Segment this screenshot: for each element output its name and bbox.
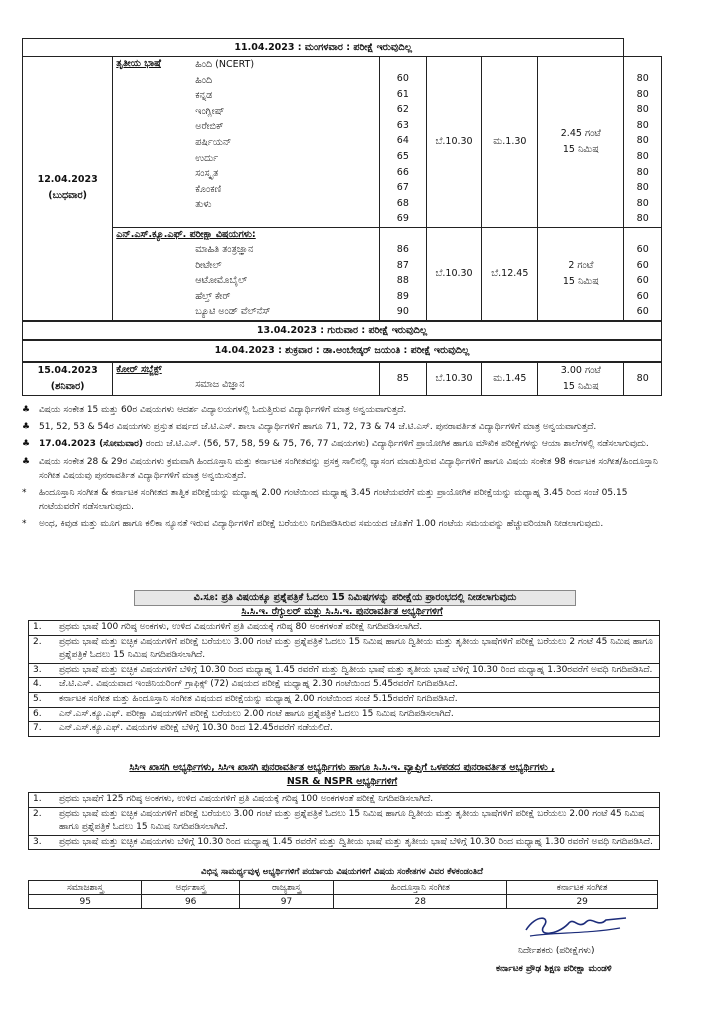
signature-image bbox=[516, 906, 636, 946]
end-lang3: ಮ.1.30 bbox=[482, 57, 538, 228]
row-holiday-1404: 14.04.2023 : ಶುಕ್ರವಾರ : ಡಾ.ಅಂಬೇಡ್ಕರ್ ಜಯಂತಿ : ಪರೀಕ್ಷೆ ಇರುವುದಿಲ್ಲ bbox=[23, 340, 662, 362]
subject-name: ಹಿಂದಿ (NCERT) bbox=[195, 59, 255, 70]
subject-list-lang3 bbox=[113, 57, 380, 228]
note-item bbox=[22, 403, 662, 417]
date-cell-1504 bbox=[23, 362, 113, 396]
subject-marks: 80 bbox=[636, 104, 649, 116]
weekday-1504: (ಶನಿವಾರ) bbox=[50, 380, 85, 392]
subject-marks: 80 bbox=[636, 182, 649, 194]
subject-marks: 80 bbox=[636, 166, 649, 178]
rule-number: 3. bbox=[33, 664, 42, 675]
alt-subject-header: ಹಿಂದೂಸ್ತಾನಿ ಸಂಗೀತ bbox=[334, 881, 507, 895]
alt-codes-table bbox=[28, 880, 658, 909]
signature-org: ಕರ್ನಾಟಕ ಪ್ರೌಢ ಶಿಕ್ಷಣ ಪರೀಕ್ಷಾ ಮಂಡಳಿ bbox=[496, 964, 612, 974]
alt-subject-code: 28 bbox=[334, 895, 507, 909]
rule-number: 1. bbox=[33, 794, 42, 804]
section2-title-line1: ಸಿಸಿಇ ಖಾಸಗಿ ಅಭ್ಯರ್ಥಿಗಳು, ಸಿಸಿಇ ಖಾಸಗಿ ಪುನರಾವರ್ತಿತ ಅಭ್ಯರ್ಥಿಗಳು ಹಾಗೂ ಸಿ.ಸಿ.ಇ. ವ್ಯಾಪ್ತಿಗೆ ಒಳಪಡದ ಪುನರಾವರ್ತಿತ ಅಭ್ಯರ್ಥಿಗಳು , bbox=[129, 762, 555, 773]
exam-schedule-table bbox=[22, 38, 662, 396]
subject-marks: 80 bbox=[636, 197, 649, 209]
note-text: ಅಂಧ, ಕಿವುಡ ಮತ್ತು ಮೂಗ ಹಾಗೂ ಕಲಿಕಾ ನ್ಯೂನತೆ ಇರುವ ವಿದ್ಯಾರ್ಥಿಗಳಿಗೆ ಪರೀಕ್ಷೆ ಬರೆಯಲು ನಿಗದಿಪಡಿಸಿರುವ ಸಮಯದ ಜೊತೆಗೆ 1.00 ಗಂಟೆಯ ಸಮಯವನ್ನು ಹೆಚ್ಚುವರಿಯಾಗಿ ನೀಡಲಾಗುವುದು. bbox=[39, 519, 604, 530]
note-bullet: ♣ bbox=[22, 439, 31, 450]
subject-name: ಇಂಗ್ಲೀಷ್ bbox=[195, 105, 225, 117]
subject-list-nsqf bbox=[113, 227, 380, 320]
date-1204: 12.04.2023 bbox=[37, 174, 98, 186]
note-item bbox=[22, 517, 662, 531]
section1-box bbox=[28, 620, 660, 737]
subject-name: ಕನ್ನಡ bbox=[195, 90, 213, 102]
rule-text: ಎನ್.ಎಸ್.ಕ್ಯೂ.ಎಫ್. ವಿಷಯಗಳ ಪರೀಕ್ಷೆ ಬೆಳಿಗ್ಗೆ 10.30 ರಿಂದ 12.45ರವರೆಗೆ ನಡೆಯಲಿದೆ. bbox=[59, 723, 333, 734]
subject-marks: 60 bbox=[636, 259, 649, 271]
subject-name: ಅರೇಬಿಕ್ bbox=[195, 121, 224, 133]
subject-code: 90 bbox=[396, 306, 409, 318]
marks-core: 80 bbox=[624, 362, 662, 396]
alt-subject-header: ಸಮಾಜಶಾಸ್ತ್ರ bbox=[29, 881, 142, 895]
section2-title-line2: NSR & NSPR ಅಭ್ಯರ್ಥಿಗಳಿಗೆ bbox=[286, 776, 398, 787]
code-core: 85 bbox=[380, 362, 427, 396]
note-item bbox=[22, 437, 662, 451]
rule-text: ಕರ್ನಾಟಕ ಸಂಗೀತ ಮತ್ತು ಹಿಂದೂಸ್ತಾನಿ ಸಂಗೀತ ವಿಷಯದ ಪರೀಕ್ಷೆಯನ್ನು ಮಧ್ಯಾಹ್ನ 2.00 ಗಂಟೆಯಿಂದ ಸಂಜೆ 5.15ರವರೆಗೆ ನಿಗದಿಪಡಿಸಿದೆ. bbox=[59, 693, 458, 704]
note-date: 17.04.2023 (ಸೋಮವಾರ) bbox=[39, 439, 144, 450]
signature-title: ನಿರ್ದೇಶಕರು (ಪರೀಕ್ಷೆಗಳು) bbox=[518, 946, 595, 956]
start-core: ಬೆ.10.30 bbox=[426, 362, 482, 396]
subject-name: ಹೆಲ್ತ್ ಕೇರ್ bbox=[195, 290, 231, 302]
notice-title: ವಿ.ಸೂ: ಪ್ರತಿ ವಿಷಯಕ್ಕೂ ಪ್ರಶ್ನೆಪತ್ರಿಕೆ ಓದಲು 15 ನಿಮಿಷಗಳನ್ನು ಪರೀಕ್ಷೆಯ ಪ್ರಾರಂಭದಲ್ಲಿ ನೀಡಲಾಗುವುದು bbox=[134, 590, 576, 606]
start-nsqf: ಬೆ.10.30 bbox=[426, 227, 482, 320]
note-text: 51, 52, 53 & 54ರ ವಿಷಯಗಳು ಪ್ರಸ್ತುತ ವರ್ಷದ ಜೆ.ಟಿ.ಎಸ್. ಶಾಲಾ ವಿದ್ಯಾರ್ಥಿಗಳಿಗೆ ಹಾಗೂ 71, 72, 73 & 74 ಜೆ.ಟಿ.ಎಸ್. ಪುನರಾವರ್ತಿತ ವಿದ್ಯಾರ್ಥಿಗಳಿಗೆ ಮಾತ್ರ ಅನ್ವಯವಾಗುತ್ತದೆ. bbox=[39, 422, 597, 433]
rule-item bbox=[29, 678, 659, 693]
note-text: ವಿಷಯ ಸಂಕೇತ 28 & 29ರ ವಿಷಯಗಳು ಕ್ರಮವಾಗಿ ಹಿಂದೂಸ್ತಾನಿ ಮತ್ತು ಕರ್ನಾಟಕ ಸಂಗೀತವನ್ನು ಪ್ರಸಕ್ತ ಸಾಲಿನಲ್ಲಿ ವ್ಯಾಸಂಗ ಮಾಡುತ್ತಿರುವ ವಿದ್ಯಾರ್ಥಿಗಳಿಗೆ ಹಾಗೂ ವಿಷಯ ಸಂಕೇತ 98 ಕರ್ನಾಟಕ ಸಂಗೀತ/ಹಿಂದೂಸ್ತಾನಿ ಸಂಗೀತ ವಿಷಯವು ಪುನರಾವರ್ತಿತ ವಿದ್ಯಾರ್ಥಿಗಳಿಗೆ ಮಾತ್ರ ಅನ್ವಯಿಸುತ್ತದೆ. bbox=[39, 456, 658, 481]
duration-lang3-hours: 2.45 ಗಂಟೆ bbox=[560, 127, 601, 139]
subject-code: 60 bbox=[396, 73, 409, 84]
subject-code: 86 bbox=[396, 243, 409, 255]
note-item bbox=[22, 455, 662, 483]
rule-text: ಪ್ರಥಮ ಭಾಷೆ 100 ಗರಿಷ್ಠ ಅಂಕಗಳು, ಉಳಿದ ವಿಷಯಗಳಿಗೆ ಪ್ರತಿ ವಿಷಯಕ್ಕೆ ಗರಿಷ್ಠ 80 ಅಂಕಗಳಂತೆ ಪರೀಕ್ಷೆ ನಿಗದಿಪಡಿಸಲಾಗಿದೆ. bbox=[59, 622, 423, 632]
alt-subject-code: 96 bbox=[142, 895, 239, 909]
note-bullet: ♣ bbox=[22, 456, 31, 467]
rule-number: 6. bbox=[33, 708, 42, 719]
alt-subject-code: 95 bbox=[29, 895, 142, 909]
duration-lang3-minutes: 15 ನಿಮಿಷ bbox=[562, 143, 599, 155]
lang3-group-title: ತೃತೀಯ ಭಾಷೆ bbox=[116, 58, 161, 69]
section2-box bbox=[28, 792, 660, 850]
alt-subject-header: ರಾಜ್ಯಶಾಸ್ತ್ರ bbox=[239, 881, 333, 895]
subject-code: 64 bbox=[396, 135, 409, 147]
subject-name: ಆಟೋಮೊಬೈಲ್ bbox=[195, 275, 248, 287]
rule-text: ಪ್ರಥಮ ಭಾಷೆ ಮತ್ತು ಐಚ್ಛಿಕ ವಿಷಯಗಳಿಗೆ ಪರೀಕ್ಷೆ ಬರೆಯಲು 3.00 ಗಂಟೆ ಮತ್ತು ಪ್ರಶ್ನೆಪತ್ರಿಕೆ ಓದಲು 15 ನಿಮಿಷ ಹಾಗೂ ದ್ವಿತೀಯ ಮತ್ತು ತೃತೀಯ ಭಾಷೆಗಳಿಗೆ ಪರೀಕ್ಷೆ ಬರೆಯಲು 2.00 ಗಂಟೆ 45 ನಿಮಿಷ ಹಾಗೂ ಪ್ರಶ್ನೆಪತ್ರಿಕೆ ಓದಲು 15 ನಿಮಿಷ ನಿಗದಿಪಡಿಸಲಾಗಿದೆ. bbox=[59, 808, 645, 833]
duration-core-minutes: 15 ನಿಮಿಷ bbox=[562, 380, 599, 392]
alt-subject-code: 29 bbox=[507, 895, 658, 909]
nsqf-group-title: ಎನ್.ಎಸ್.ಕ್ಯೂ.ಎಫ್. ಪರೀಕ್ಷಾ ವಿಷಯಗಳು: bbox=[116, 228, 256, 240]
rule-number: 5. bbox=[33, 693, 42, 704]
duration-core-hours: 3.00 ಗಂಟೆ bbox=[560, 364, 601, 376]
subject-marks: 60 bbox=[636, 306, 649, 318]
note-bullet: ♣ bbox=[22, 422, 31, 433]
duration-nsqf bbox=[538, 227, 624, 320]
note-text: 17.04.2023 (ಸೋಮವಾರ) ರಂದು ಜೆ.ಟಿ.ಎಸ್. (56, 57, 58, 59 & 75, 76, 77 ವಿಷಯಗಳು) ವಿದ್ಯಾರ್ಥಿಗಳಿಗೆ ಪ್ರಾಯೋಗಿಕ ಹಾಗೂ ಮೌಖಿಕ ಪರೀಕ್ಷೆಗಳನ್ನು ಆಯಾ ಶಾಲೆಗಳಲ್ಲಿ ನಡೆಸಲಾಗುವುದು. bbox=[39, 439, 649, 450]
rule-item bbox=[29, 793, 659, 808]
duration-nsqf-hours: 2 ಗಂಟೆ bbox=[568, 259, 594, 271]
subject-name: ಪರ್ಷಿಯನ್ bbox=[195, 136, 232, 148]
subject-code: 63 bbox=[396, 119, 409, 131]
rule-text: ಪ್ರಥಮ ಭಾಷೆಗೆ 125 ಗರಿಷ್ಠ ಅಂಕಗಳು, ಉಳಿದ ವಿಷಯಗಳಿಗೆ ಪ್ರತಿ ವಿಷಯಕ್ಕೆ ಗರಿಷ್ಠ 100 ಅಂಕಗಳಂತೆ ಪರೀಕ್ಷೆ ನಿಗದಿಪಡಿಸಲಾಗಿದೆ. bbox=[59, 794, 434, 804]
subject-code: 67 bbox=[396, 182, 409, 194]
subject-name: ಸಂಸ್ಕೃತ bbox=[195, 168, 219, 180]
subject-code: 88 bbox=[396, 275, 409, 287]
subject-name: ತುಳು bbox=[195, 199, 212, 211]
rule-item bbox=[29, 636, 659, 664]
codes-nsqf bbox=[380, 227, 427, 320]
subject-marks: 80 bbox=[636, 150, 649, 162]
alt-codes-title: ವಿಭಿನ್ನ ಸಾಮರ್ಥ್ಯವುಳ್ಳ ಅಭ್ಯರ್ಥಿಗಳಿಗೆ ಪರ್ಯಾಯ ವಿಷಯಗಳಿಗೆ ವಿಷಯ ಸಂಕೇತಗಳ ವಿವರ ಕೆಳಕಂಡಂತಿದೆ bbox=[200, 867, 484, 877]
marks-nsqf bbox=[624, 227, 662, 320]
note-bullet: * bbox=[22, 519, 27, 530]
alt-subject-header: ಕರ್ನಾಟಕ ಸಂಗೀತ bbox=[507, 881, 658, 895]
rule-number: 2. bbox=[33, 636, 42, 647]
subject-marks: 80 bbox=[636, 88, 649, 100]
rule-number: 1. bbox=[33, 622, 42, 632]
rule-number: 3. bbox=[33, 836, 42, 847]
row-no-exam-1304: 13.04.2023 : ಗುರುವಾರ : ಪರೀಕ್ಷೆ ಇರುವುದಿಲ್ಲ bbox=[23, 321, 662, 340]
section1-title: ಸಿ.ಸಿ.ಇ. ರೆಗ್ಯುಲರ್ ಮತ್ತು ಸಿ.ಸಿ.ಇ. ಪುನರಾವರ್ತಿತ ಅಭ್ಯರ್ಥಿಗಳಿಗೆ bbox=[241, 606, 443, 617]
rule-number: 7. bbox=[33, 723, 42, 734]
alt-subject-code: 97 bbox=[239, 895, 333, 909]
subject-code: 62 bbox=[396, 104, 409, 116]
subject-marks: 60 bbox=[636, 243, 649, 255]
note-text: ವಿಷಯ ಸಂಕೇತ 15 ಮತ್ತು 60ರ ವಿಷಯಗಳು ಆದರ್ಶ ವಿದ್ಯಾಲಯಗಳಲ್ಲಿ ಓದುತ್ತಿರುವ ವಿದ್ಯಾರ್ಥಿಗಳಿಗೆ ಮಾತ್ರ ಅನ್ವಯವಾಗುತ್ತದೆ. bbox=[39, 405, 407, 415]
subject-code: 87 bbox=[396, 259, 409, 271]
subject-code: 89 bbox=[396, 290, 409, 302]
subject-code: 69 bbox=[396, 213, 409, 225]
rule-item bbox=[29, 722, 659, 736]
signature-block bbox=[486, 906, 686, 1002]
subject-name: ಬ್ಯೂಟಿ ಅಂಡ್ ವೆಲ್‌ನೆಸ್ bbox=[195, 306, 271, 318]
note-bullet: * bbox=[22, 488, 27, 499]
duration-lang3 bbox=[538, 57, 624, 228]
note-bullet: ♣ bbox=[22, 405, 31, 415]
subject-name: ಉರ್ದು bbox=[195, 152, 219, 164]
rule-item bbox=[29, 808, 659, 836]
subject-name: ಹಿಂದಿ bbox=[195, 74, 213, 86]
subject-core bbox=[113, 362, 380, 396]
subject-marks: 80 bbox=[636, 73, 649, 84]
subject-marks: 60 bbox=[636, 275, 649, 287]
subject-code: 65 bbox=[396, 150, 409, 162]
weekday-1204: (ಬುಧವಾರ) bbox=[48, 190, 88, 202]
note-item bbox=[22, 420, 662, 434]
date-cell-1204 bbox=[23, 57, 113, 321]
nsqf-marks-spacer bbox=[624, 228, 661, 242]
rule-text: ಎನ್.ಎಸ್.ಕ್ಯೂ.ಎಫ್. ಪರೀಕ್ಷಾ ವಿಷಯಗಳಿಗೆ ಪರೀಕ್ಷೆ ಬರೆಯಲು 2.00 ಗಂಟೆ ಹಾಗೂ ಪ್ರಶ್ನೆಪತ್ರಿಕೆ ಓದಲು 15 ನಿಮಿಷ ನಿಗದಿಪಡಿಸಲಾಗಿದೆ. bbox=[59, 708, 454, 719]
rule-text: ಪ್ರಥಮ ಭಾಷೆ ಮತ್ತು ಐಚ್ಛಿಕ ವಿಷಯಗಳಿಗೆ ಬೆಳಿಗ್ಗೆ 10.30 ರಿಂದ ಮಧ್ಯಾಹ್ನ 1.45 ರವರೆಗೆ ಮತ್ತು ದ್ವಿತೀಯ ಭಾಷೆ ಮತ್ತು ತೃತೀಯ ಭಾಷೆ ಬೆಳಿಗ್ಗೆ 10.30 ರಿಂದ ಮಧ್ಯಾಹ್ನ 1.30ರವರೆಗೆ ಅವಧಿ ನಿಗದಿಪಡಿಸಿದೆ. bbox=[59, 664, 653, 675]
subject-marks: 80 bbox=[636, 135, 649, 147]
rule-text: ಪ್ರಥಮ ಭಾಷೆ ಮತ್ತು ಐಚ್ಛಿಕ ವಿಷಯಗಳಿಗೆ ಪರೀಕ್ಷೆ ಬರೆಯಲು 3.00 ಗಂಟೆ ಮತ್ತು ಪ್ರಶ್ನೆಪತ್ರಿಕೆ ಓದಲು 15 ನಿಮಿಷ ಹಾಗೂ ದ್ವಿತೀಯ ಮತ್ತು ತೃತೀಯ ಭಾಷೆಗಳಿಗೆ ಪರೀಕ್ಷೆ ಬರೆಯಲು 2 ಗಂಟೆ 45 ನಿಮಿಷ ಹಾಗೂ ಪ್ರಶ್ನೆಪತ್ರಿಕೆ ಓದಲು 15 ನಿಮಿಷ ನಿಗದಿಪಡಿಸಲಾಗಿದೆ. bbox=[59, 636, 653, 661]
rule-item bbox=[29, 621, 659, 636]
codes-lang3 bbox=[380, 57, 427, 228]
rule-number: 2. bbox=[33, 808, 42, 819]
subject-name: ರೀಟೇಲ್ bbox=[195, 259, 222, 271]
rule-number: 4. bbox=[33, 679, 42, 690]
rule-item bbox=[29, 664, 659, 679]
rule-item bbox=[29, 708, 659, 723]
notes-list bbox=[22, 403, 662, 535]
rule-text: ಜೆ.ಟಿ.ಎಸ್. ವಿಷಯವಾದ ಇಂಜಿನಿಯರಿಂಗ್ ಗ್ರಾಫಿಕ್ಸ್ (72) ವಿಷಯದ ಪರೀಕ್ಷೆ ಮಧ್ಯಾಹ್ನ 2.30 ಗಂಟೆಯಿಂದ 5.45ರವರೆಗೆ ನಿಗದಿಪಡಿಸಿದೆ. bbox=[59, 679, 458, 690]
subject-code: 61 bbox=[396, 88, 409, 100]
row-no-exam-1104: 11.04.2023 : ಮಂಗಳವಾರ : ಪರೀಕ್ಷೆ ಇರುವುದಿಲ್ಲ bbox=[23, 39, 624, 57]
note-item bbox=[22, 486, 662, 514]
alt-subject-header: ಅರ್ಥಶಾಸ್ತ್ರ bbox=[142, 881, 239, 895]
end-nsqf: ಬೆ.12.45 bbox=[482, 227, 538, 320]
start-lang3: ಬೆ.10.30 bbox=[426, 57, 482, 228]
date-1504: 15.04.2023 bbox=[37, 364, 98, 376]
subject-code: 66 bbox=[396, 166, 409, 178]
subject-name: ಮಾಹಿತಿ ತಂತ್ರಜ್ಞಾನ bbox=[195, 243, 254, 255]
subject-marks: 80 bbox=[636, 119, 649, 131]
core-subject-name: ಸಮಾಜ ವಿಜ್ಞಾನ bbox=[195, 378, 245, 390]
nsqf-code-spacer bbox=[380, 228, 426, 242]
rule-item bbox=[29, 693, 659, 708]
note-text: ಹಿಂದೂಸ್ತಾನಿ ಸಂಗೀತ & ಕರ್ನಾಟಕ ಸಂಗೀತದ ತಾತ್ವಿಕ ಪರೀಕ್ಷೆಯನ್ನು ಮಧ್ಯಾಹ್ನ 2.00 ಗಂಟೆಯಿಂದ ಮಧ್ಯಾಹ್ನ 3.45 ಗಂಟೆಯವರೆಗೆ ಮತ್ತು ಪ್ರಾಯೋಗಿಕ ಪರೀಕ್ಷೆಯನ್ನು ಮಧ್ಯಾಹ್ನ 3.45 ರಿಂದ ಸಂಜೆ 05.15 ಗಂಟೆಯವರೆಗೆ ನಡೆಸಲಾಗುವುದು. bbox=[39, 488, 628, 513]
subject-name: ಕೊಂಕಣಿ bbox=[195, 183, 222, 195]
marks-lang3 bbox=[624, 57, 662, 228]
subject-marks: 60 bbox=[636, 290, 649, 302]
subject-code: 68 bbox=[396, 197, 409, 209]
duration-nsqf-minutes: 15 ನಿಮಿಷ bbox=[562, 275, 599, 287]
duration-core bbox=[538, 362, 624, 396]
rule-item bbox=[29, 836, 659, 850]
lang3-marks-spacer bbox=[624, 57, 661, 71]
subject-marks: 80 bbox=[636, 213, 649, 225]
end-core: ಮ.1.45 bbox=[482, 362, 538, 396]
lang3-code-spacer bbox=[380, 57, 426, 71]
rule-text: ಪ್ರಥಮ ಭಾಷೆ ಮತ್ತು ಐಚ್ಛಿಕ ವಿಷಯಗಳು ಬೆಳಿಗ್ಗೆ 10.30 ರಿಂದ ಮಧ್ಯಾಹ್ನ 1.45 ರವರೆಗೆ ಮತ್ತು ದ್ವಿತೀಯ ಭಾಷೆ ಮತ್ತು ತೃತೀಯ ಭಾಷೆ ಬೆಳಿಗ್ಗೆ 10.30 ರಿಂದ ಮಧ್ಯಾಹ್ನ 1.30 ರವರೆಗೆ ಅವಧಿ ನಿಗದಿಪಡಿಸಿದೆ. bbox=[59, 836, 653, 847]
core-subject-title: ಕೋರ್ ಸಬ್ಜೆಕ್ಟ್ bbox=[116, 363, 162, 375]
